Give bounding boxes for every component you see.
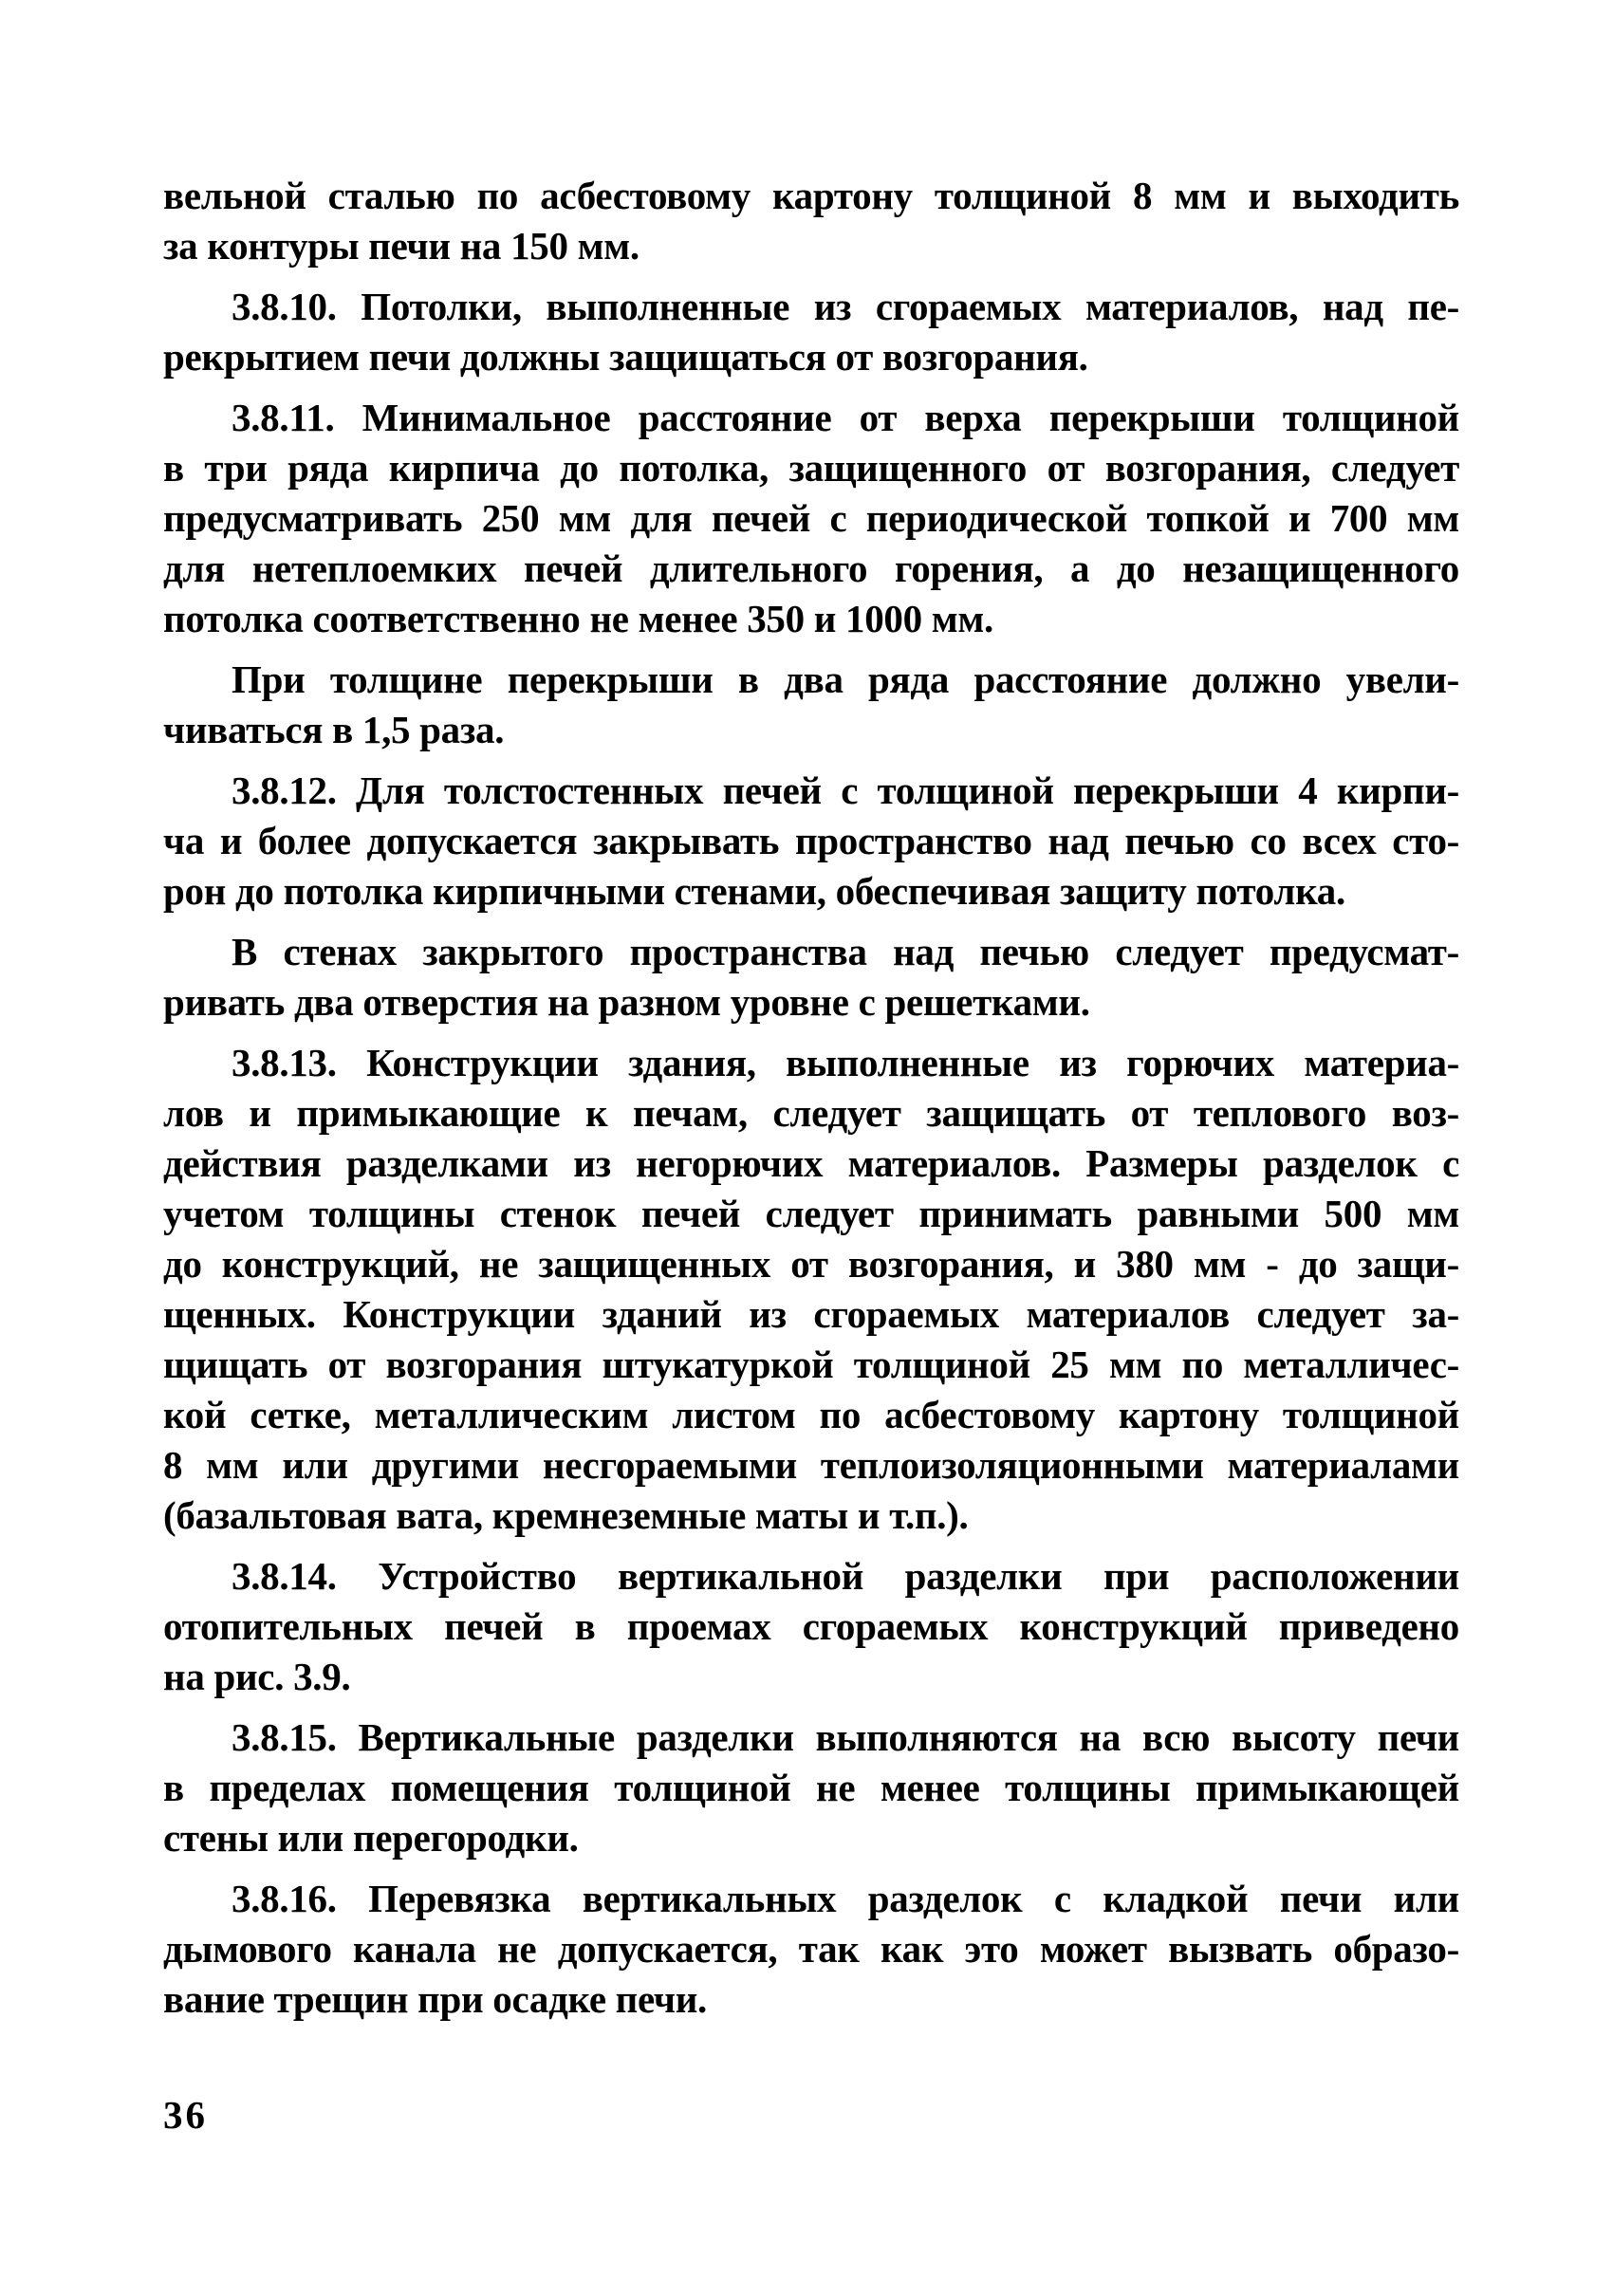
text-line: При толщине перекрыши в два ряда расстояние должно увели- bbox=[232, 657, 1459, 701]
text-line: щенных. Конструкции зданий из сгораемых материалов следует за- bbox=[163, 1292, 1459, 1336]
paragraph bbox=[163, 766, 1459, 917]
text-line: стены или перегородки. bbox=[163, 1816, 579, 1860]
paragraph bbox=[163, 1551, 1459, 1702]
text-line: рекрытием печи должны защищаться от возгорания. bbox=[163, 335, 1088, 379]
body-text bbox=[163, 171, 1459, 2035]
text-line: лов и примыкающие к печам, следует защищать от теплового воз- bbox=[163, 1091, 1459, 1135]
text-line: в три ряда кирпича до потолка, защищенного от возгорания, следует bbox=[163, 446, 1459, 490]
text-line: вание трещин при осадке печи. bbox=[163, 1977, 707, 2021]
text-line: 3.8.14. Устройство вертикальной разделки при расположении bbox=[232, 1554, 1459, 1598]
text-line: дымового канала не допускается, так как это может вызвать образо- bbox=[163, 1927, 1459, 1971]
text-line: 8 мм или другими несгораемыми теплоизоляционными материалами bbox=[163, 1443, 1459, 1487]
text-line: В стенах закрытого пространства над печью следует предусмат- bbox=[232, 930, 1459, 973]
text-line: (базальтовая вата, кремнеземные маты и т.п.). bbox=[163, 1493, 969, 1537]
text-line: потолка соответственно не менее 350 и 1000 мм. bbox=[163, 597, 993, 640]
paragraph bbox=[163, 1874, 1459, 2025]
text-line: рон до потолка кирпичными стенами, обеспечивая защиту потолка. bbox=[163, 869, 1345, 913]
text-line: отопительных печей в проемах сгораемых конструкций приведено bbox=[163, 1604, 1459, 1648]
text-line: 3.8.13. Конструкции здания, выполненные из горючих материа- bbox=[232, 1041, 1459, 1084]
text-line: щищать от возгорания штукатуркой толщиной 25 мм по металличес- bbox=[163, 1342, 1459, 1386]
paragraph bbox=[163, 282, 1459, 382]
text-line: 3.8.12. Для толстостенных печей с толщиной перекрыши 4 кирпи- bbox=[232, 768, 1459, 812]
text-line: чиваться в 1,5 раза. bbox=[163, 708, 505, 751]
paragraph bbox=[163, 1713, 1459, 1863]
text-line: предусматривать 250 мм для печей с периодической топкой и 700 мм bbox=[163, 496, 1459, 540]
paragraph bbox=[163, 171, 1459, 271]
text-line: 3.8.15. Вертикальные разделки выполняются на всю высоту печи bbox=[232, 1715, 1459, 1759]
text-line: 3.8.10. Потолки, выполненные из сгораемых материалов, над пе- bbox=[232, 285, 1459, 328]
text-line: ча и более допускается закрывать пространство над печью со всех сто- bbox=[163, 819, 1459, 862]
text-line: учетом толщины стенок печей следует принимать равными 500 мм bbox=[163, 1192, 1459, 1235]
page-number: 36 bbox=[163, 2093, 208, 2137]
paragraph bbox=[163, 393, 1459, 644]
text-line: ривать два отверстия на разном уровне с решетками. bbox=[163, 980, 1090, 1024]
text-line: за контуры печи на 150 мм. bbox=[163, 224, 640, 268]
paragraph bbox=[163, 1038, 1459, 1541]
paragraph bbox=[163, 927, 1459, 1028]
text-line: в пределах помещения толщиной не менее толщины примыкающей bbox=[163, 1766, 1459, 1809]
text-line: 3.8.16. Перевязка вертикальных разделок с кладкой печи или bbox=[232, 1877, 1459, 1920]
text-line: до конструкций, не защищенных от возгорания, и 380 мм - до защи- bbox=[163, 1242, 1459, 1286]
text-line: для нетеплоемких печей длительного горения, а до незащищенного bbox=[163, 546, 1459, 590]
text-line: вельной сталью по асбестовому картону толщиной 8 мм и выходить bbox=[163, 174, 1459, 217]
text-line: действия разделками из негорючих материалов. Размеры разделок с bbox=[163, 1141, 1459, 1185]
paragraph bbox=[163, 655, 1459, 755]
text-line: кой сетке, металлическим листом по асбестовому картону толщиной bbox=[163, 1393, 1459, 1436]
text-line: на рис. 3.9. bbox=[163, 1655, 351, 1698]
text-line: 3.8.11. Минимальное расстояние от верха перекрыши толщиной bbox=[232, 396, 1459, 439]
